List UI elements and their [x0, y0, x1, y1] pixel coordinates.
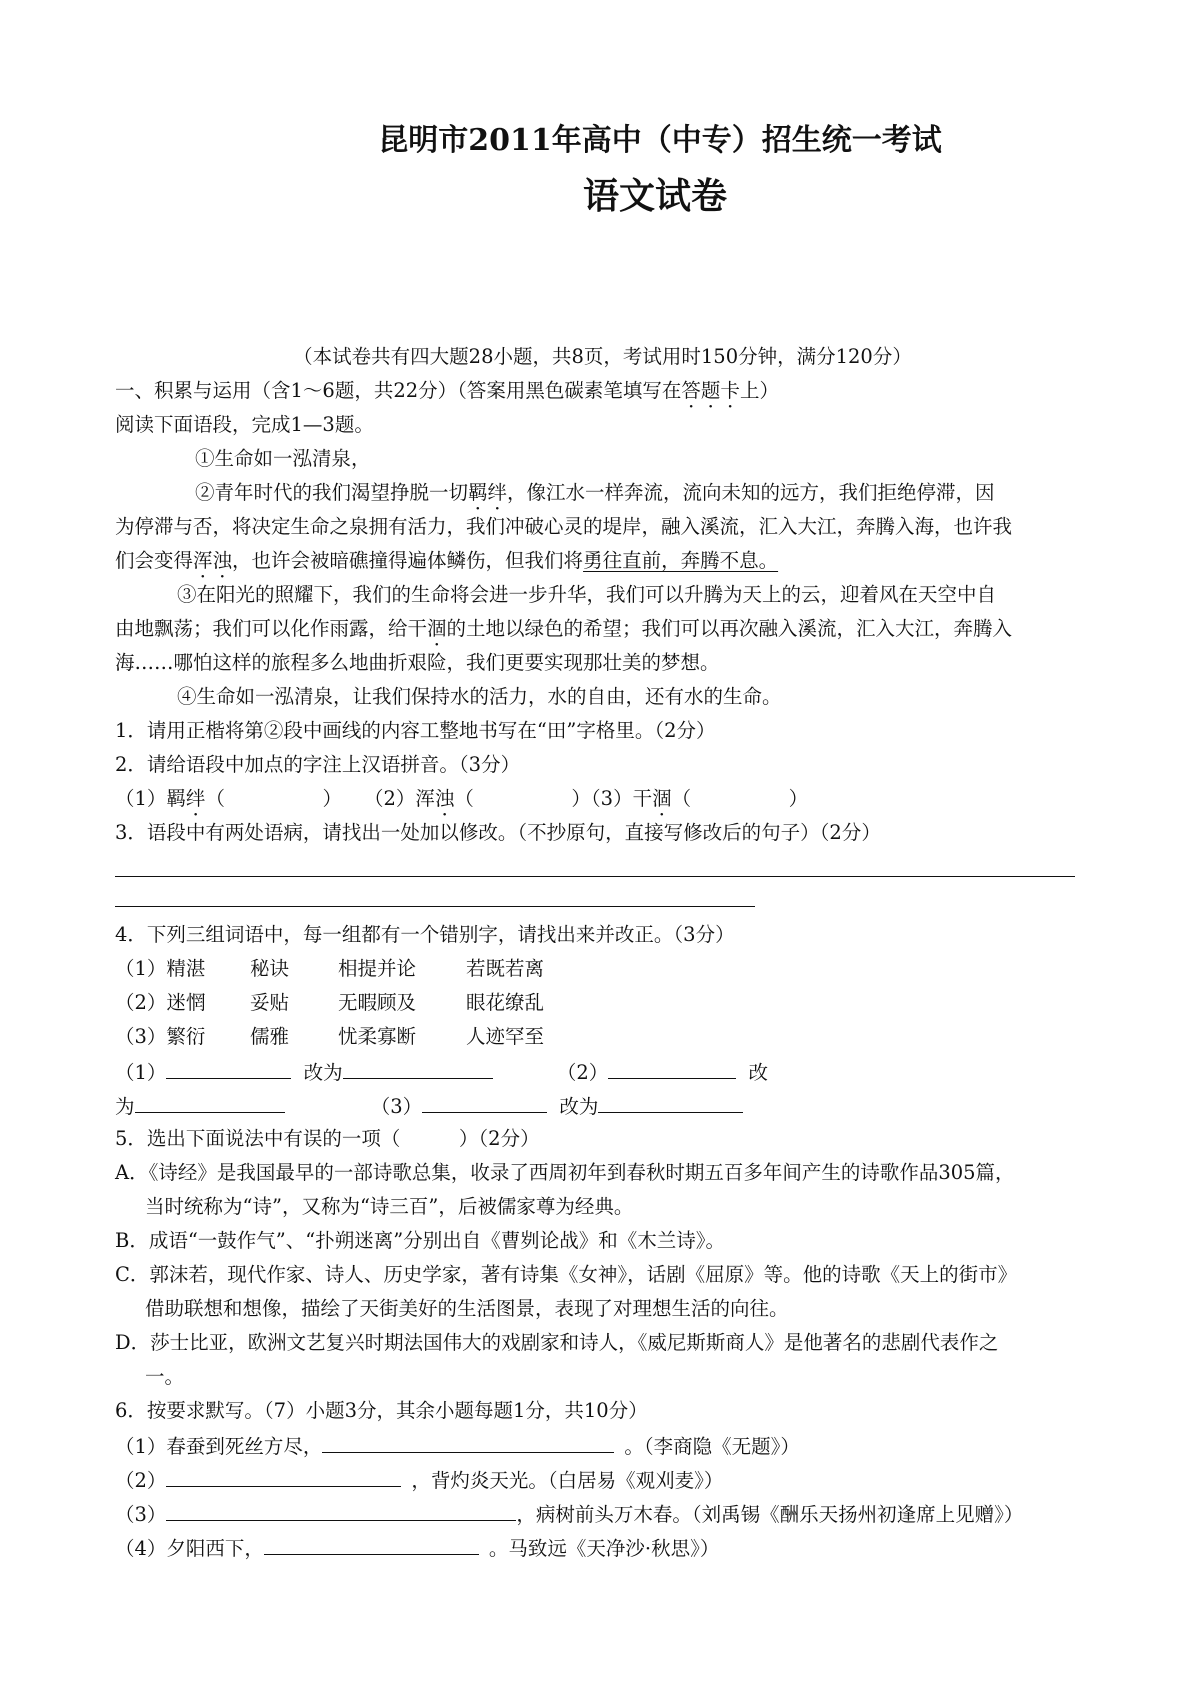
- question-6-item-4: （4）夕阳西下， 。马致远《天净沙·秋思》）: [115, 1530, 1090, 1564]
- question-5-stem: 5．选出下面说法中有误的一项（ ）（2分）: [115, 1127, 540, 1150]
- word-item: 妥贴: [250, 991, 290, 1014]
- answer-blank[interactable]: [166, 1054, 291, 1079]
- answer-blank[interactable]: [608, 1054, 736, 1079]
- dotted-word-he: 涸: [427, 617, 447, 640]
- passage-p1: ①生命如一泓清泉，: [195, 447, 371, 470]
- question-6-stem: 6．按要求默写。（7）小题3分，其余小题每题1分，共10分）: [115, 1399, 648, 1422]
- word-item: 无暇顾及: [338, 991, 417, 1014]
- word-item: 相提并论: [338, 957, 417, 980]
- exam-title: 昆明市2011年高中（中专）招生统一考试: [378, 123, 942, 158]
- passage-p4: ④生命如一泓清泉，让我们保持水的活力，水的自由，还有水的生命。: [177, 685, 782, 708]
- word-item: （2）迷惘: [115, 991, 206, 1014]
- word-group-row: [115, 986, 1090, 1020]
- word-item: （1）精湛: [115, 957, 206, 980]
- answer-blank[interactable]: [322, 1428, 614, 1453]
- dotted-word-hunzhuo: 浑浊: [193, 549, 233, 572]
- word-item: 忧柔寡断: [338, 1025, 417, 1048]
- question-2-stem: 2．请给语段中加点的字注上汉语拼音。（3分）: [115, 753, 521, 776]
- answer-blank[interactable]: [598, 1088, 743, 1113]
- dotted-word-jiban: 羁绊: [468, 481, 508, 504]
- option-c-line1: C．郭沫若，现代作家、诗人、历史学家，著有诗集《女神》，话剧《屈原》等。他的诗歌《天上的街市》: [115, 1263, 1018, 1286]
- question-6-item-1: （1）春蚕到死丝方尽， 。（李商隐《无题》）: [115, 1428, 1090, 1462]
- exam-body: [115, 340, 1090, 1564]
- word-item: 儒雅: [250, 1025, 290, 1048]
- answer-blank[interactable]: [264, 1530, 479, 1555]
- word-item: （3）繁衍: [115, 1025, 206, 1048]
- word-group-row: [115, 1020, 1090, 1054]
- question-4-word-groups: [115, 952, 1090, 1054]
- answer-blank[interactable]: [422, 1088, 547, 1113]
- instructions: （本试卷共有四大题28小题，共8页，考试用时150分钟，满分120分）: [293, 345, 912, 368]
- question-4-stem: 4．下列三组词语中，每一组都有一个错别字，请找出来并改正。（3分）: [115, 923, 735, 946]
- pinyin-blank-3[interactable]: （ ）: [671, 787, 809, 810]
- passage-p2-line3: 们会变得浑浊，也许会被暗礁撞得遍体鳞伤，但我们将勇往直前，奔腾不息。: [115, 549, 779, 572]
- answer-blank[interactable]: [166, 1462, 401, 1487]
- option-d-line2: 一。: [145, 1365, 185, 1388]
- option-a-line2: 当时统称为“诗”，又称为“诗三百”，后被儒家尊为经典。: [145, 1195, 634, 1218]
- word-item: 眼花缭乱: [466, 991, 545, 1014]
- word-item: 秘诀: [250, 957, 290, 980]
- passage-p2-line1: ②青年时代的我们渴望挣脱一切羁绊，像江水一样奔流，流向未知的远方，我们拒绝停滞，因: [195, 481, 995, 504]
- question-6-item-2: （2） ，背灼炎天光。（白居易《观刈麦》）: [115, 1462, 1090, 1496]
- read-prompt: 阅读下面语段，完成1—3题。: [115, 413, 374, 436]
- answer-blank[interactable]: [135, 1088, 285, 1113]
- answer-line-q3-b[interactable]: [115, 884, 1090, 918]
- underlined-text: 勇往直前，奔腾不息。: [583, 549, 779, 572]
- section1-heading: 一、积累与运用（含1～6题，共22分）（答案用黑色碳素笔填写在答题卡上）: [115, 379, 779, 402]
- pinyin-blank-1[interactable]: （ ）: [205, 787, 342, 810]
- exam-subtitle: 语文试卷: [582, 175, 727, 217]
- question-4-answers-1: （1） 改为 （2） 改: [115, 1054, 1090, 1088]
- answer-line-q3-a[interactable]: [115, 850, 1090, 884]
- emphasis-answer-card: 答题卡: [681, 379, 740, 402]
- passage-p3-line2: 由地飘荡；我们可以化作雨露，给干涸的土地以绿色的希望；我们可以再次融入溪流，汇入大江，奔腾入: [115, 617, 1013, 640]
- question-1: 1．请用正楷将第②段中画线的内容工整地书写在“田”字格里。（2分）: [115, 719, 716, 742]
- question-3: 3．语段中有两处语病，请找出一处加以修改。（不抄原句，直接写修改后的句子）（2分）: [115, 821, 881, 844]
- answer-blank[interactable]: [343, 1054, 493, 1079]
- question-6-item-3: （3） ，病树前头万木春。（刘禹锡《酬乐天扬州初逢席上见赠》）: [115, 1496, 1090, 1530]
- question-2-items: （1）羁绊（ ） （2）浑浊（ ）（3）干涸（ ）: [115, 787, 809, 810]
- question-4-answers-2: 为 （3） 改为: [115, 1088, 1090, 1122]
- pinyin-blank-2[interactable]: （ ）: [454, 787, 591, 810]
- answer-blank[interactable]: [166, 1496, 516, 1521]
- option-b: B．成语“一鼓作气”、“扑朔迷离”分别出自《曹刿论战》和《木兰诗》。: [115, 1229, 725, 1252]
- passage-p3-line3: 海……哪怕这样的旅程多么地曲折艰险，我们更要实现那壮美的梦想。: [115, 651, 720, 674]
- word-item: 人迹罕至: [466, 1025, 545, 1048]
- option-d-line1: D．莎士比亚，欧洲文艺复兴时期法国伟大的戏剧家和诗人，《威尼斯斯商人》是他著名的悲剧代表作之: [115, 1331, 999, 1354]
- word-group-row: [115, 952, 1090, 986]
- passage-p2-line2: 为停滞与否，将决定生命之泉拥有活力，我们冲破心灵的堤岸，融入溪流，汇入大江，奔腾入海，也许我: [115, 515, 1013, 538]
- passage-p3-line1: ③在阳光的照耀下，我们的生命将会进一步升华，我们可以升腾为天上的云，迎着风在天空中自: [177, 583, 997, 606]
- option-c-line2: 借助联想和想像，描绘了天街美好的生活图景，表现了对理想生活的向往。: [145, 1297, 789, 1320]
- word-item: 若既若离: [466, 957, 545, 980]
- option-a-line1: A．《诗经》是我国最早的一部诗歌总集，收录了西周初年到春秋时期五百多年间产生的诗歌作品305篇，: [115, 1161, 1015, 1184]
